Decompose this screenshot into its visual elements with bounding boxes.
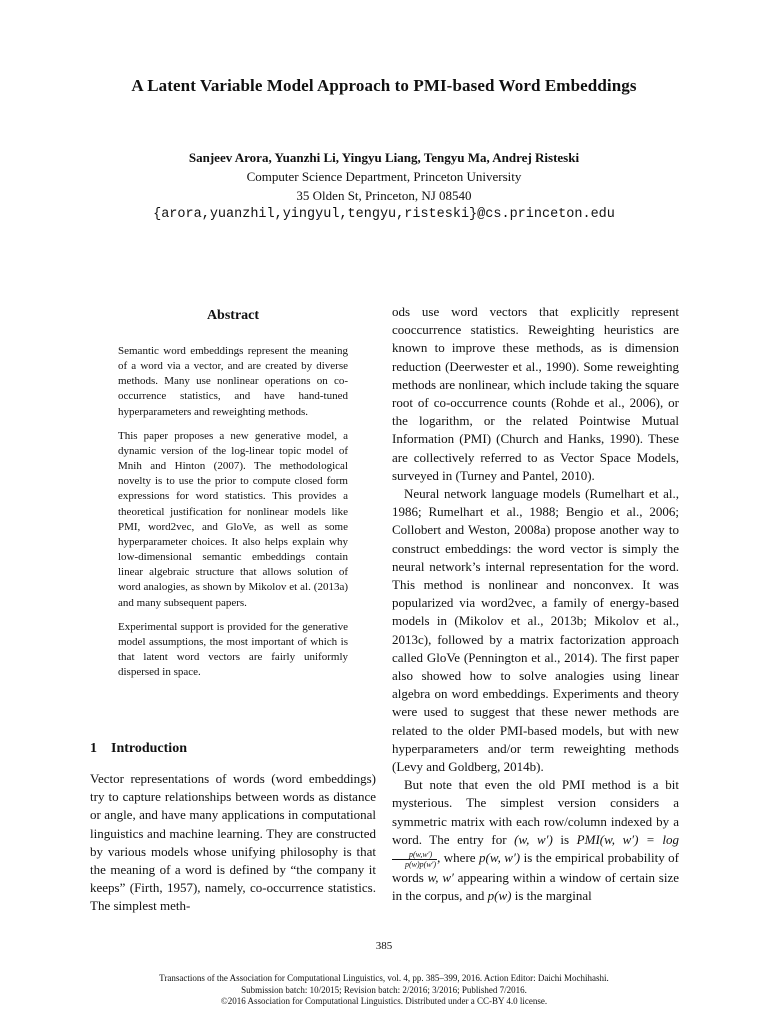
section-number: 1 <box>90 741 97 756</box>
abstract-paragraph-3: Experimental support is provided for the generative model assumptions, the most important of which is that latent word vectors are fairly uniformly dispersed in space. <box>118 620 348 679</box>
text-run: is the empirical probability of words <box>392 850 679 885</box>
abstract-body <box>118 344 348 689</box>
section-title: Introduction <box>111 741 187 756</box>
math-inline: w, w′ <box>427 869 454 885</box>
address: 35 Olden St, Princeton, NJ 08540 <box>296 188 472 203</box>
footer-line-dates: Submission batch: 10/2015; Revision batch: 2/2016; 3/2016; Published 7/2016. <box>241 984 527 995</box>
abstract-paragraph-2: This paper proposes a new generative model, a dynamic version of the log-linear topic model of Mnih and Hinton (2007). The methodological novelty is to use the prior to compute closed form expressions for word statistics. This provides a theoretical justification for nonlinear models like PMI, word2vec, and GloVe, as well as some hyperparameter choices. It also helps explain why low-dimensional semantic embeddings contain linear algebraic structure that allows solution of word analogies, as shown by Mikolov et al. (2013a) and many subsequent papers. <box>118 429 348 609</box>
right-column <box>392 303 679 905</box>
page-number: 385 <box>375 940 393 952</box>
paper-title: A Latent Variable Model Approach to PMI-based Word Embeddings <box>131 76 637 95</box>
text-run: is <box>552 831 577 847</box>
section-heading-introduction <box>90 741 201 757</box>
abstract-heading: Abstract <box>206 308 260 323</box>
intro-paragraph-3: Neural network language models (Rumelhart et al., 1986; Rumelhart et al., 1988; Bengio et al., 2006; Collobert and Weston, 2008a) propose another way to construct embeddings: the word vector is simply the neural network’s internal representation for the word. This method is nonlinear and nonconvex. It was popularized via word2vec, a family of energy-based models in (Mikolov et al., 2013b; Mikolov et al., 2013c), followed by a matrix factorization approach called GloVe (Pennington et al., 2014). The first paper also showed how to solve analogies using linear algebra on word embeddings. Experiments and theory were used to suggest that these newer methods are related to the older PMI-based models, but with new hyperparameters and/or term reweighting methods (Levy and Goldberg, 2014b). <box>392 486 679 775</box>
footer-line-license: ©2016 Association for Computational Linguistics. Distributed under a CC-BY 4.0 license. <box>220 996 548 1006</box>
author-names: Sanjeev Arora, Yuanzhi Li, Yingyu Liang, Tengyu Ma, Andrej Risteski <box>188 150 580 165</box>
text-run: is the marginal <box>511 887 592 903</box>
author-emails: {arora,yuanzhil,yingyul,tengyu,risteski}@cs.princeton.edu <box>153 207 615 222</box>
fraction-denominator: p(w)p(w′) <box>405 859 437 869</box>
fraction-numerator: p(w,w′) <box>392 850 437 860</box>
author-block <box>0 148 768 224</box>
math-inline: p(w, w′) <box>479 850 521 866</box>
text-run: appearing within a window of certain size in the corpus, and <box>392 869 679 903</box>
footer-line-journal: Transactions of the Association for Computational Linguistics, vol. 4, pp. 385–399, 2016. Action Editor: Daichi Mochihashi. <box>159 973 609 983</box>
intro-paragraph-1: Vector representations of words (word embeddings) try to capture relationships between words as distance or angle, and have many applications in computational linguistics and machine learning. They are constructed by various models whose unifying philosophy is that the meaning of a word is defined by “the company it keeps” (Firth, 1957), namely, co-occurrence statistics. The simplest meth- <box>90 771 376 914</box>
intro-paragraph-4 <box>392 776 679 905</box>
math-inline: PMI(w, w′) = log <box>576 831 680 847</box>
abstract-paragraph-1: Semantic word embeddings represent the meaning of a word via a vector, and are created by diverse methods. Many use nonlinear operations on co-occurrence statistics, and have hand-tuned hyperparameters and reweighting methods. <box>118 345 348 418</box>
text-run: , where <box>437 850 480 866</box>
math-fraction <box>392 850 437 869</box>
affiliation: Computer Science Department, Princeton University <box>246 169 522 184</box>
intro-paragraph-2: ods use word vectors that explicitly represent cooccurrence statistics. Reweighting heuristics are known to improve these methods, as is dimension reduction (Deerwester et al., 1990). Some reweighting methods are nonlinear, which include taking the square root of co-occurrence counts (Rohde et al., 2006), or the logarithm, or the related Pointwise Mutual Information (PMI) (Church and Hanks, 1990). These are collectively referred to as Vector Space Models, surveyed in (Turney and Pantel, 2010). <box>392 304 679 483</box>
footer <box>0 973 768 1008</box>
math-inline: p(w) <box>487 887 512 903</box>
text-run: But note that even the old PMI method is a bit mysterious. The simplest version considers a symmetric matrix with each row/column indexed by a word. The entry for <box>392 777 679 847</box>
math-inline: (w, w′) <box>514 831 553 847</box>
